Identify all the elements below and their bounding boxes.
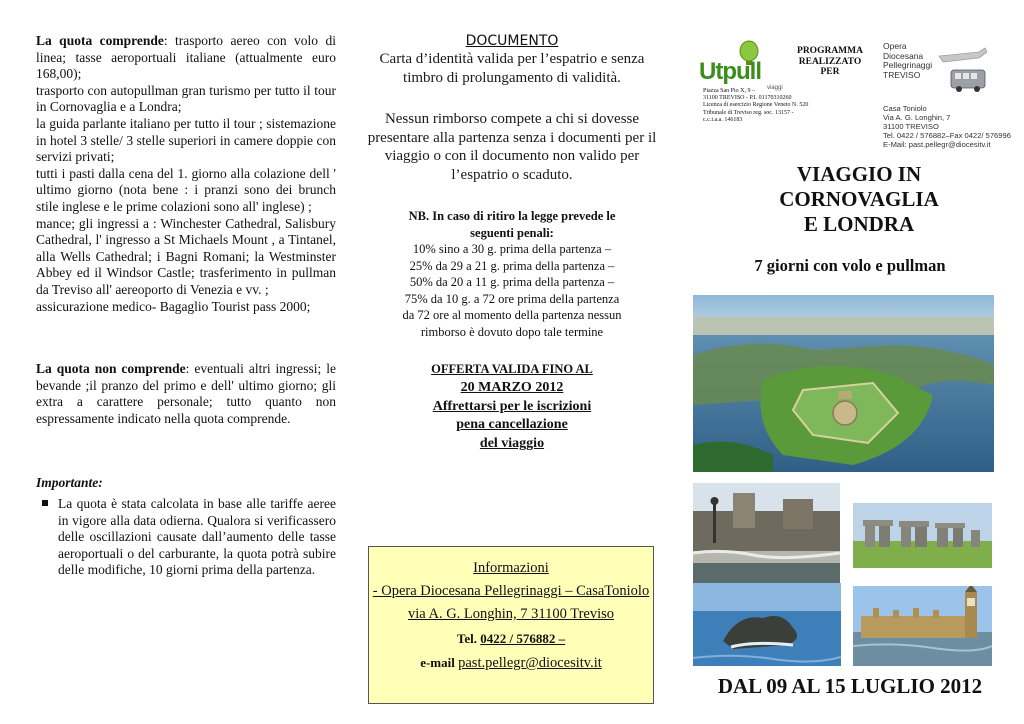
stonehenge-photo	[853, 503, 992, 568]
document-title: DOCUMENTO	[465, 33, 559, 49]
cover-title	[760, 162, 958, 237]
penalty-item: 25% da 29 a 21 g. prima della partenza –	[409, 258, 615, 273]
title-line: VIAGGIO IN	[796, 162, 922, 186]
includes-label: La quota comprende	[36, 33, 164, 48]
castle-aerial-photo	[693, 295, 994, 472]
tel-number: 0422 / 576882 –	[480, 631, 566, 646]
opera-name-line: TREVISO	[883, 69, 921, 80]
offer-line: pena cancellazione	[456, 417, 568, 433]
opera-name-line: Diocesana	[883, 50, 924, 61]
includes-line: assicurazione medico- Bagaglio Tourist pass 2000;	[36, 298, 311, 314]
address-line: 31100 TREVISO - P.I. 01170310260	[703, 95, 792, 102]
document-text: Carta d’identità valida per l’espatrio e senza timbro di prolungamento di validità.	[379, 51, 645, 86]
offer-block	[362, 360, 662, 454]
westminster-photo	[853, 586, 992, 666]
cover-subtitle: 7 giorni con volo e pullman	[754, 256, 946, 275]
penalty-item: 75% da 10 g. a 72 ore prima della partenza	[404, 291, 620, 306]
program-line: REALIZZATO	[798, 56, 862, 67]
program-line: PER	[820, 67, 840, 77]
opera-name-line: Pellegrinaggi	[883, 60, 933, 70]
penalty-item: da 72 ore al momento della partenza nessun rimborso è dovuto dopo tale termine	[402, 308, 622, 339]
info-address: via A. G. Longhin, 7 31100 Treviso	[407, 606, 615, 622]
program-label	[784, 46, 876, 78]
travel-dates: DAL 09 AL 15 LUGLIO 2012	[717, 674, 983, 698]
opera-address-line: E-Mail: past.pellegr@diocesitv.it	[883, 140, 991, 149]
utpull-address	[703, 88, 821, 124]
title-line: CORNOVAGLIA	[779, 187, 939, 211]
opera-address-line: 31100 TREVISO	[883, 122, 939, 131]
coast-photo	[693, 583, 841, 666]
includes-paragraph	[36, 33, 336, 83]
excludes-label: La quota non comprende	[36, 361, 186, 377]
info-title: Informazioni	[473, 560, 549, 576]
utpull-logo	[697, 37, 787, 92]
includes-line: trasporto con autopullman gran turismo per tutto il tour in Cornovaglia e a Londra;	[36, 82, 336, 115]
tel-label: Tel.	[456, 631, 481, 646]
excludes-text: : eventuali altri ingressi; le bevande ;il pranzo del primo e dell' ultimo giorno; gli extra a carattere personale; tutto quanto non espressamente indicato nella quota comprende.	[36, 361, 336, 426]
offer-line: del viaggio	[479, 436, 545, 452]
info-org: - Opera Diocesana Pellegrinaggi – CasaToniolo	[372, 583, 650, 599]
penalty-item: 10% sino a 30 g. prima della partenza –	[412, 242, 612, 256]
opera-name	[883, 42, 932, 80]
info-email	[369, 655, 653, 672]
offer-line: 20 MARZO 2012	[460, 379, 564, 395]
important-bullet	[36, 496, 336, 579]
includes-line: : trasporto aereo con volo di linea; tasse aeroportuali italiane (attualmente euro 168,00);	[36, 33, 336, 82]
bath-photo	[693, 483, 840, 583]
includes-line: mance; gli ingressi a : Winchester Cathedral, Salisbury Cathedral, l' ingresso a St Michaels Mount , a Tintanel, alla Wells Cathedral; i Bagni Romani; la Westminster Abbey ed il Windsor Castle; trasferimento in pullman da Treviso all' aereoporto di Venezia e vv. ;	[36, 215, 336, 297]
penalties-block	[362, 208, 662, 340]
utpull-subtitle: viaggi	[767, 85, 783, 91]
address-line: Piazza San Pio X, 9 –	[703, 88, 755, 94]
terms-column	[36, 33, 336, 579]
opera-address-line: Via A. G. Longhin, 7	[883, 113, 951, 122]
opera-address	[883, 104, 1011, 149]
penalties-title: NB. In caso di ritiro la legge prevede le seguenti penali:	[408, 209, 616, 240]
opera-name-line: Opera	[883, 41, 907, 51]
bullet-icon	[42, 500, 48, 506]
important-label: Importante:	[36, 475, 103, 491]
offer-line: Affrettarsi per le iscrizioni	[432, 398, 592, 414]
email-link[interactable]: past.pellegr@diocesitv.it	[458, 655, 602, 671]
includes-line: tutti i pasti dalla cena del 1. giorno alla colazione dell ' ultimo giorno (nota bene : i pranzi sono dei brunch stile inglese e le prime colazioni sono all' inglese) ;	[36, 165, 336, 214]
address-line: c.c.i.a.a. 146183	[703, 116, 743, 123]
info-tel	[369, 631, 653, 647]
address-line: Licenza di esercizio Regione Veneto N. 520	[703, 102, 809, 109]
opera-address-line: Tel. 0422 / 576882–Fax 0422/ 576996	[883, 131, 1011, 140]
address-line: Tribunale di Treviso reg. soc. 13157 -	[703, 109, 794, 116]
opera-address-line: Casa Toniolo	[883, 104, 927, 113]
refund-text: Nessun rimborso compete a chi si dovesse presentare alla partenza senza i documenti per il viaggio o con il documento non valido per l’espatrio o scaduto.	[367, 111, 657, 183]
email-label: e-mail	[420, 655, 459, 670]
program-line: PROGRAMMA	[797, 46, 863, 56]
important-text: La quota è stata calcolata in base alle tariffe aeree in vigore alla data odierna. Qualora si verificassero delle oscillazioni causate dall’aumento delle tasse aeroportuali o del carburante, la quota potrà subire delle modifiche, 10 giorni prima della partenza.	[58, 496, 336, 578]
excludes-paragraph	[36, 361, 336, 427]
info-box	[368, 546, 654, 704]
includes-line: la guida parlante italiano per tutto il tour ; sistemazione in hotel 3 stelle/ 3 stelle superiori in camere doppie con servizi privati;	[36, 115, 336, 165]
penalty-item: 50% da 20 a 11 g. prima della partenza –	[409, 275, 615, 289]
utpull-wordmark: Utpull	[699, 58, 761, 85]
title-line: E LONDRA	[803, 212, 915, 236]
offer-line: OFFERTA VALIDA FINO AL	[431, 362, 593, 376]
document-column	[362, 33, 662, 454]
